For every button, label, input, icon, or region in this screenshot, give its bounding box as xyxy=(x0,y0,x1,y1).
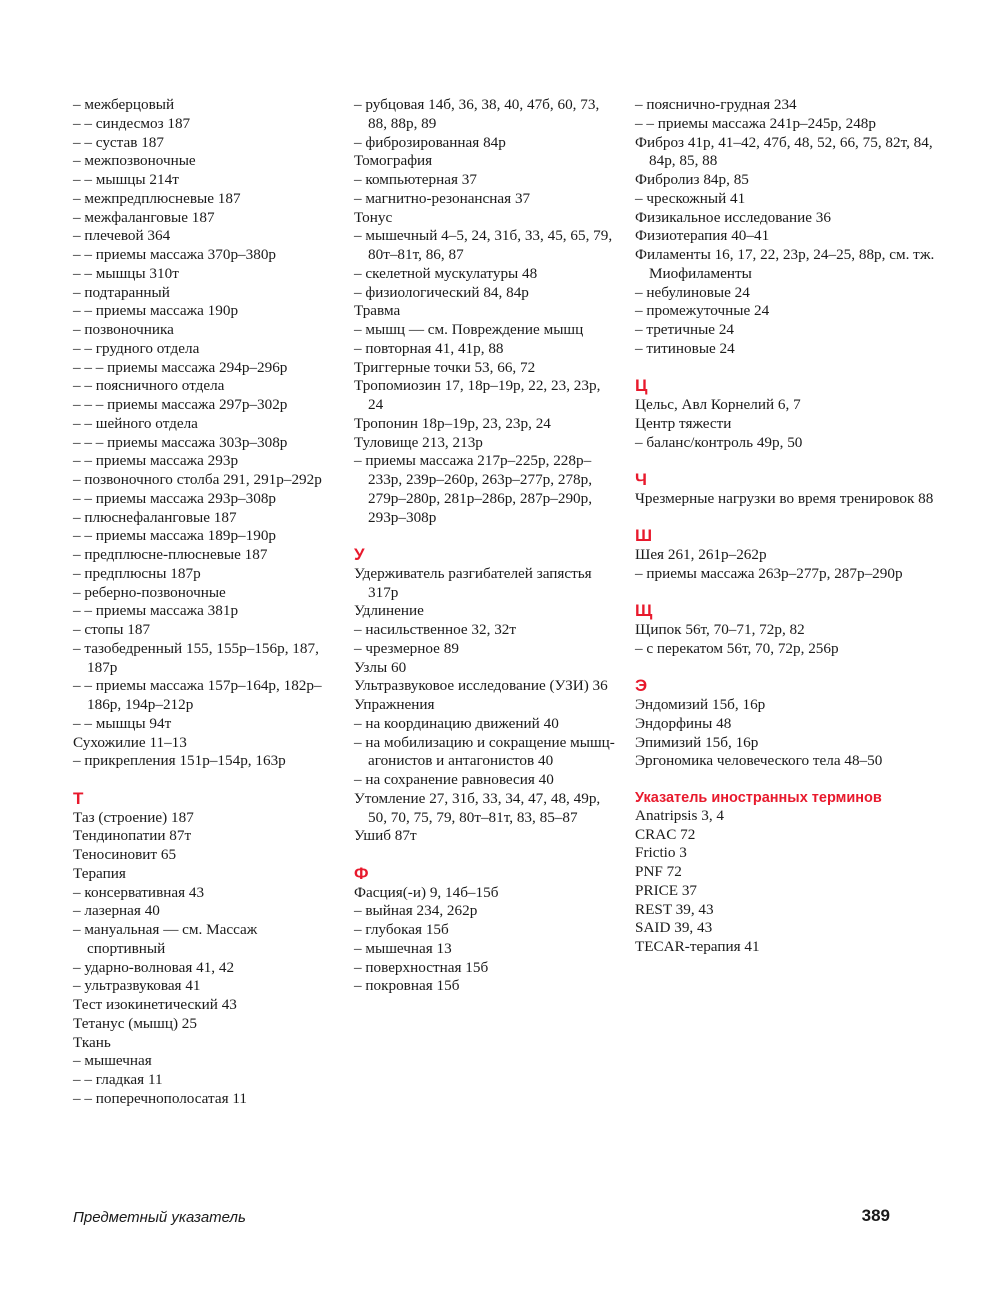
index-entry: – – приемы массажа 381р xyxy=(73,602,239,620)
index-entry: Ультразвуковое исследование (УЗИ) 36 xyxy=(354,677,608,695)
index-entry: – выйная 234, 262р xyxy=(354,902,478,920)
index-entry: Тропомиозин 17, 18р–19р, 22, 23, 23р, 24 xyxy=(354,377,601,413)
index-entry: PNF 72 xyxy=(635,863,682,880)
index-entry: – – мышцы 310т xyxy=(73,264,179,282)
section-gap xyxy=(354,846,619,865)
section-letter: Ч xyxy=(635,470,647,489)
index-entry: – фиброзированная 84р xyxy=(354,133,506,151)
index-entry: Физикальное исследование 36 xyxy=(635,208,831,226)
index-entry: – – приемы массажа 241р–245р, 248р xyxy=(635,114,876,132)
index-entry: Ушиб 87т xyxy=(354,827,417,845)
index-entry: – третичные 24 xyxy=(635,321,735,338)
index-entry: Шея 261, 261р–262р xyxy=(635,546,767,563)
index-entry: Ткань xyxy=(73,1033,111,1051)
index-entry: – компьютерная 37 xyxy=(354,171,477,188)
index-entry: TECAR-терапия 41 xyxy=(635,938,760,955)
index-entry: – с перекатом 56т, 70, 72р, 256р xyxy=(635,639,839,657)
index-entry: Щипок 56т, 70–71, 72р, 82 xyxy=(635,621,805,638)
index-entry: Фибролиз 84р, 85 xyxy=(635,171,749,188)
index-entry: – – приемы массажа 293р xyxy=(73,452,239,470)
section-gap xyxy=(635,584,935,603)
index-entry: Удлинение xyxy=(354,602,424,620)
section-letter: У xyxy=(354,545,365,564)
index-entry: – – приемы массажа 293р–308р xyxy=(73,489,277,507)
index-entry: Удерживатель разгибателей запястья 317р xyxy=(354,564,592,601)
index-entry: Туловище 213, 213р xyxy=(354,433,483,451)
index-entry: Тетанус (мышц) 25 xyxy=(73,1014,197,1032)
index-entry: – скелетной мускулатуры 48 xyxy=(354,264,538,282)
index-entry: – ультразвуковая 41 xyxy=(73,977,201,995)
index-entry: – промежуточные 24 xyxy=(635,302,770,320)
index-column-3 xyxy=(635,96,935,957)
index-entry: Травма xyxy=(354,302,401,320)
index-entry: Цельс, Авл Корнелий 6, 7 xyxy=(635,396,801,413)
index-entry: Филаменты 16, 17, 22, 23р, 24–25, 88р, см. тж. Миофиламенты xyxy=(635,246,935,282)
index-entry: CRAC 72 xyxy=(635,825,696,843)
index-entry: – стопы 187 xyxy=(73,621,151,638)
index-entry: – небулиновые 24 xyxy=(635,283,750,301)
section-gap xyxy=(354,527,619,546)
section-letter: Ц xyxy=(635,376,648,396)
index-entry: – мышечная xyxy=(73,1052,152,1070)
index-entry: Frictio 3 xyxy=(635,844,687,862)
index-entry: Эпимизий 15б, 16р xyxy=(635,733,759,751)
index-entry: – позвоночного столба 291, 291р–292р xyxy=(73,471,322,488)
index-entry: Терапия xyxy=(73,864,126,882)
index-entry: – консервативная 43 xyxy=(73,883,205,901)
section-gap xyxy=(635,771,935,790)
index-entry: Эргономика человеческого тела 48–50 xyxy=(635,752,883,770)
index-entry: Тонус xyxy=(354,208,393,226)
index-entry: – – – приемы массажа 303р–308р xyxy=(73,433,288,451)
index-entry: – приемы массажа 263р–277р, 287р–290р xyxy=(635,564,903,582)
index-entry: – межпозвоночные xyxy=(73,152,196,170)
index-entry: – глубокая 15б xyxy=(354,921,449,938)
index-entry: – баланс/контроль 49р, 50 xyxy=(635,433,803,451)
section-letter: Э xyxy=(635,676,648,696)
index-entry: – реберно-позвоночные xyxy=(73,583,226,601)
index-entry: – на мобилизацию и сокращение мышц-агонистов и антагонистов 40 xyxy=(354,733,615,770)
index-entry: Триггерные точки 53, 66, 72 xyxy=(354,358,536,376)
index-entry: – – грудного отдела xyxy=(73,339,200,357)
footer-section-title: Предметный указатель xyxy=(73,1209,246,1226)
index-entry: Тест изокинетический 43 xyxy=(73,996,237,1013)
section-gap xyxy=(635,359,935,378)
index-entry: Сухожилие 11–13 xyxy=(73,733,187,751)
index-entry: Тропонин 18р–19р, 23, 23р, 24 xyxy=(354,414,551,432)
index-entry: – предплюсны 187р xyxy=(73,564,201,582)
index-entry: Центр тяжести xyxy=(635,414,732,432)
index-entry: Эндорфины 48 xyxy=(635,714,732,732)
index-entry: – – сустав 187 xyxy=(73,133,164,151)
index-entry: Физиотерапия 40–41 xyxy=(635,227,770,245)
index-entry: – – мышцы 94т xyxy=(73,714,172,732)
index-entry: – подтаранный xyxy=(73,283,170,301)
index-entry: – чрескожный 41 xyxy=(635,189,746,207)
index-column-2 xyxy=(354,96,619,996)
index-entry: – физиологический 84, 84р xyxy=(354,283,529,301)
index-entry: – – приемы массажа 189р–190р xyxy=(73,527,277,545)
section-letter: Ф xyxy=(354,863,369,883)
index-entry: Томография xyxy=(354,152,433,170)
index-entry: – прикрепления 151р–154р, 163р xyxy=(73,752,286,770)
index-entry: – рубцовая 14б, 36, 38, 40, 47б, 60, 73, 88, 88р, 89 xyxy=(354,96,600,132)
section-letter: Щ xyxy=(635,601,653,621)
index-entry: – – мышцы 214т xyxy=(73,171,179,188)
index-entry: – на сохранение равновесия 40 xyxy=(354,771,554,788)
index-entry: – покровная 15б xyxy=(354,977,460,995)
index-entry: – приемы массажа 217р–225р, 228р–233р, 239р–260р, 263р–277р, 278р, 279р–280р, 281р–286р, 287р–290р, 293р–308р xyxy=(354,452,593,526)
index-entry: Anatripsis 3, 4 xyxy=(635,806,725,824)
index-entry: Упражнения xyxy=(354,696,435,713)
index-entry: – повторная 41, 41р, 88 xyxy=(354,339,504,357)
index-entry: Фасция(-и) 9, 14б–15б xyxy=(354,883,499,901)
page-number: 389 xyxy=(861,1206,890,1225)
index-entry: – на координацию движений 40 xyxy=(354,714,559,732)
index-entry: Тендинопатии 87т xyxy=(73,827,192,845)
index-entry: – – поперечнополосатая 11 xyxy=(73,1089,248,1107)
index-entry: Узлы 60 xyxy=(354,658,407,676)
section-letter: Т xyxy=(73,788,84,808)
index-entry: REST 39, 43 xyxy=(635,900,714,918)
index-entry: – – приемы массажа 370р–380р xyxy=(73,246,277,263)
section-heading: Указатель иностранных терминов xyxy=(635,789,882,806)
index-entry: SAID 39, 43 xyxy=(635,919,713,937)
index-entry: Эндомизий 15б, 16р xyxy=(635,696,766,713)
index-entry: – лазерная 40 xyxy=(73,902,160,920)
index-entry: – насильственное 32, 32т xyxy=(354,621,517,638)
index-entry: Утомление 27, 31б, 33, 34, 47, 48, 49р, 50, 70, 75, 79, 80т–81т, 83, 85–87 xyxy=(354,789,601,826)
index-entry: – межберцовый xyxy=(73,96,175,113)
index-entry: – – шейного отдела xyxy=(73,414,198,432)
section-gap xyxy=(73,771,338,790)
index-entry: – поверхностная 15б xyxy=(354,958,489,976)
index-entry: – мануальная — см. Массаж спортивный xyxy=(73,921,258,957)
index-entry: – магнитно-резонансная 37 xyxy=(354,189,531,207)
index-entry: – предплюсне-плюсневые 187 xyxy=(73,546,268,563)
index-entry: – ударно-волновая 41, 42 xyxy=(73,958,235,976)
index-entry: – межпредплюсневые 187 xyxy=(73,189,241,207)
index-entry: – – синдесмоз 187 xyxy=(73,114,191,132)
index-entry: Таз (строение) 187 xyxy=(73,808,194,826)
index-entry: – мышечный 4–5, 24, 31б, 33, 45, 65, 79, 80т–81т, 86, 87 xyxy=(354,227,613,263)
index-entry: – пояснично-грудная 234 xyxy=(635,96,797,113)
index-entry: Фиброз 41р, 41–42, 47б, 48, 52, 66, 75, 82т, 84, 84р, 85, 88 xyxy=(635,133,933,170)
index-entry: – – гладкая 11 xyxy=(73,1071,163,1088)
index-entry: – плечевой 364 xyxy=(73,227,171,245)
index-entry: – мышц — см. Повреждение мышц xyxy=(354,321,584,338)
index-entry: – чрезмерное 89 xyxy=(354,639,459,657)
index-entry: – – – приемы массажа 297р–302р xyxy=(73,396,288,413)
index-entry: PRICE 37 xyxy=(635,881,698,899)
index-entry: – – поясничного отдела xyxy=(73,377,225,395)
section-gap xyxy=(635,509,935,528)
index-entry: Чрезмерные нагрузки во время тренировок 88 xyxy=(635,489,934,507)
index-entry: – титиновые 24 xyxy=(635,339,735,357)
index-entry: – тазобедренный 155, 155р–156р, 187, 187р xyxy=(73,639,319,676)
index-entry: – – приемы массажа 190р xyxy=(73,302,239,320)
index-entry: Теносиновит 65 xyxy=(73,846,177,863)
index-entry: – – приемы массажа 157р–164р, 182р–186р, 194р–212р xyxy=(73,677,322,713)
index-column-1 xyxy=(73,96,338,1109)
index-entry: – плюснефаланговые 187 xyxy=(73,508,237,526)
index-entry: – – – приемы массажа 294р–296р xyxy=(73,358,288,376)
section-gap xyxy=(635,452,935,471)
index-entry: – межфаланговые 187 xyxy=(73,208,215,226)
section-gap xyxy=(635,659,935,678)
index-entry: – мышечная 13 xyxy=(354,939,452,957)
index-entry: – позвоночника xyxy=(73,321,174,338)
section-letter: Ш xyxy=(635,526,653,546)
